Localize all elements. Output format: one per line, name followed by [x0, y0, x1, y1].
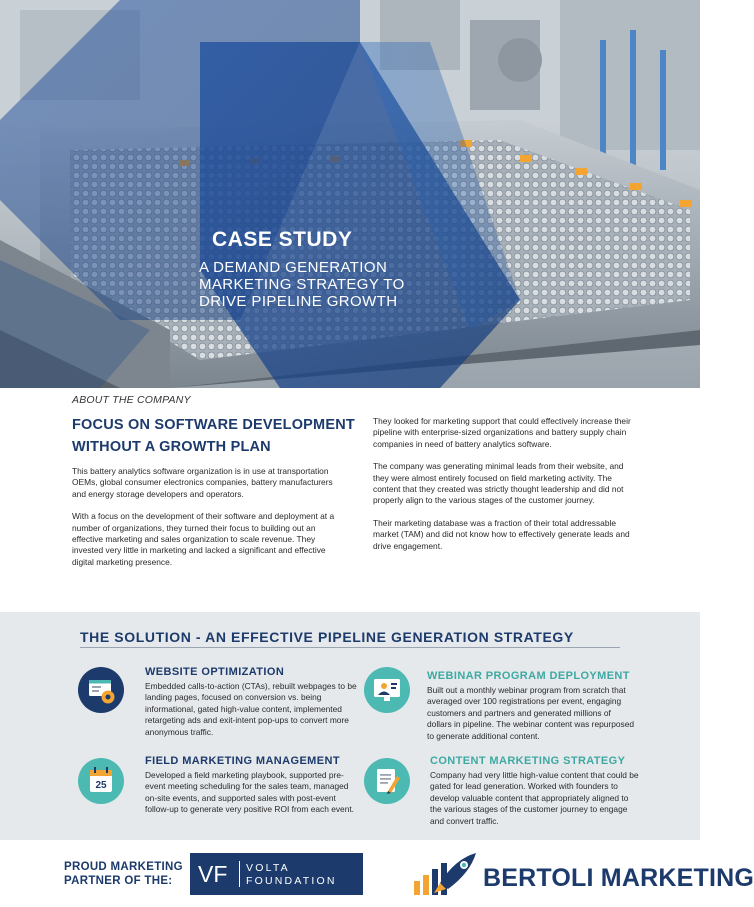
bertoli-marketing-wordmark[interactable]: BERTOLI MARKETING	[483, 864, 754, 892]
headline-line: WITHOUT A GROWTH PLAN	[72, 439, 271, 455]
battery-factory-illustration	[0, 0, 700, 388]
website-gear-icon	[78, 667, 124, 713]
volta-name	[246, 862, 337, 888]
case-study-title: CASE STUDY	[212, 228, 353, 251]
solution-title: THE SOLUTION - AN EFFECTIVE PIPELINE GENERATION STRATEGY	[80, 629, 574, 645]
about-right-column	[373, 416, 638, 563]
subtitle-line: DRIVE PIPELINE GROWTH	[199, 293, 398, 310]
subtitle-line: MARKETING STRATEGY TO	[199, 276, 405, 293]
card-body-content-marketing: Company had very little high-value content that could be gated for lead generation. Worked with founders to develop valuable content that appropriately aligned to the various stages of the customer journey to engage and convert traffic.	[430, 770, 639, 826]
subtitle-line: A DEMAND GENERATION	[199, 259, 388, 276]
calendar-day: 25	[95, 780, 107, 791]
about-label: ABOUT THE COMPANY	[72, 394, 191, 406]
solution-divider	[80, 647, 620, 648]
volta-foundation-logo[interactable]	[190, 853, 363, 895]
card-body-field-marketing: Developed a field marketing playbook, supported pre-event meeting scheduling for the sales team, managed on-site events, and supported sales with post-event follow-up to generate very positive ROI from each event.	[145, 770, 355, 815]
paragraph: This battery analytics software organization is in use at transportation OEMs, global consumer electronics companies, battery manufacturers and energy storage developers and operators.	[72, 466, 333, 499]
case-study-subtitle	[199, 259, 419, 310]
hero-image	[0, 0, 700, 388]
calendar-icon	[78, 758, 124, 804]
logo-divider	[239, 861, 240, 887]
card-body-website-optimization: Embedded calls-to-action (CTAs), rebuilt webpages to be landing pages, focused on conversion vs. being informational, gated high-value content, implemented retargeting ads and exit-intent pop-ups to convert more anonymous traffic.	[145, 681, 357, 737]
volta-name-line: VOLTA	[246, 862, 290, 874]
volta-name-line: FOUNDATION	[246, 875, 337, 887]
card-title-field-marketing: FIELD MARKETING MANAGEMENT	[145, 755, 340, 767]
partner-label	[64, 860, 183, 888]
volta-mark: VF	[198, 861, 228, 887]
card-title-content-marketing: CONTENT MARKETING STRATEGY	[430, 755, 626, 767]
card-title-website-optimization: WEBSITE OPTIMIZATION	[145, 666, 285, 678]
bertoli-rocket-icon	[410, 849, 482, 899]
about-left-column	[72, 466, 347, 579]
partner-label-line: PARTNER OF THE:	[64, 875, 173, 887]
about-headline	[72, 414, 372, 458]
paragraph: The company was generating minimal leads from their website, and they were almost entirely focused on field marketing activity. The content that they created was strictly thought leadership and did not properly align to the various stages of the customer journey.	[373, 461, 624, 506]
card-body-webinar-program: Built out a monthly webinar program from scratch that averaged over 100 registrations per event, engaging customers and partners and generated millions of dollars in pipeline. The webinar content was repurposed to generate additional content.	[427, 685, 635, 741]
paragraph: They looked for marketing support that could effectively increase their pipeline with enterprise-sized organizations and battery supply chain companies in need of battery analytics software.	[373, 416, 631, 449]
webinar-presenter-icon	[364, 667, 410, 713]
paragraph: With a focus on the development of their software and deployment at a number of organizations, they turned their focus to building out an effective marketing and sales organization to scale revenue. They invested very little in marketing and lacked a significant and effective digital marketing presence.	[72, 511, 335, 567]
partner-label-line: PROUD MARKETING	[64, 861, 183, 873]
card-title-webinar-program: WEBINAR PROGRAM DEPLOYMENT	[427, 670, 630, 682]
document-pencil-icon	[364, 758, 410, 804]
headline-line: FOCUS ON SOFTWARE DEVELOPMENT	[72, 417, 355, 433]
paragraph: Their marketing database was a fraction of their total addressable market (TAM) and did not know how to effectively generate leads and drive engagement.	[373, 517, 630, 551]
